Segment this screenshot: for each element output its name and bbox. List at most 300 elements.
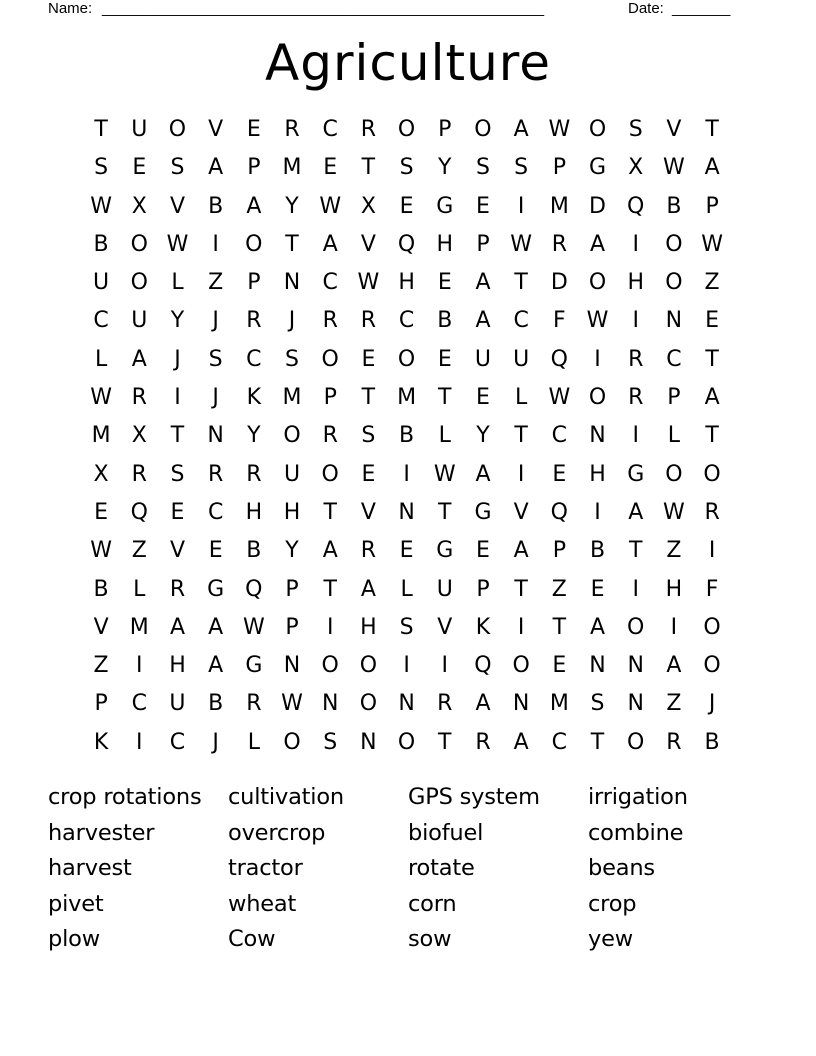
grid-letter: I (517, 193, 525, 219)
grid-letter: R (246, 308, 262, 334)
grid-letter: M (549, 691, 569, 717)
grid-letter: I (594, 499, 601, 525)
grid-letter: L (247, 729, 260, 755)
grid-letter: B (246, 538, 262, 564)
grid-letter: O (588, 117, 607, 142)
grid-letter: A (513, 538, 529, 564)
grid-letter: O (321, 653, 339, 679)
grid-letter: W (357, 270, 380, 296)
grid-letter: F (705, 576, 719, 602)
grid-letter: B (704, 729, 720, 755)
grid-letter: H (245, 499, 263, 525)
grid-letter: R (322, 308, 338, 334)
grid-letter: Z (93, 653, 109, 679)
grid-letter: L (438, 423, 451, 449)
date-label: Date: (628, 0, 664, 17)
grid-letter: W (586, 308, 609, 334)
grid-letter: O (397, 729, 416, 755)
grid-letter: L (94, 346, 108, 372)
grid-letter: Y (285, 538, 299, 564)
grid-letter: E (437, 346, 452, 372)
grid-letter: C (246, 346, 262, 372)
grid-letter: O (130, 231, 148, 257)
grid-letter: E (552, 653, 567, 679)
grid-letter: V (513, 499, 529, 525)
grid-letter: A (322, 538, 338, 564)
grid-letter: R (169, 576, 186, 602)
grid-letter: I (632, 231, 639, 257)
grid-letter: L (171, 270, 184, 296)
grid-letter: U (513, 346, 530, 372)
grid-letter: T (323, 499, 337, 525)
grid-letter: O (283, 423, 301, 449)
grid-letter: B (208, 691, 224, 717)
grid-letter: O (665, 461, 683, 487)
grid-letter: S (170, 155, 185, 181)
grid-letter: T (552, 614, 567, 640)
grid-letter: I (212, 231, 219, 257)
grid-letter: H (589, 461, 606, 487)
grid-letter: S (170, 461, 185, 487)
grid-letter: E (323, 155, 338, 181)
grid-letter: I (632, 308, 639, 334)
grid-letter: T (705, 423, 719, 449)
grid-letter: C (551, 423, 568, 449)
grid-letter: H (283, 499, 301, 525)
grid-letter: V (169, 538, 185, 564)
grid-letter: O (245, 231, 263, 257)
grid-letter: E (361, 461, 376, 487)
grid-letter: G (207, 576, 225, 602)
grid-letter: H (436, 231, 454, 257)
grid-letter: A (322, 231, 338, 257)
grid-letter: Z (131, 538, 147, 564)
grid-letter: H (627, 270, 644, 296)
grid-letter: T (285, 231, 299, 257)
grid-letter: O (321, 346, 339, 372)
word-bank (48, 779, 768, 957)
grid-letter: G (474, 499, 492, 525)
grid-letter: E (399, 538, 414, 564)
grid-letter: E (246, 117, 261, 142)
grid-letter: I (517, 461, 525, 487)
grid-letter: V (437, 614, 453, 640)
grid-letter: C (551, 729, 568, 755)
grid-letter: A (704, 385, 720, 411)
grid-letter: C (666, 346, 682, 372)
grid-letter: E (399, 193, 414, 219)
grid-letter: S (590, 691, 605, 717)
grid-letter: Y (438, 155, 452, 181)
grid-letter: S (628, 117, 643, 142)
grid-letter: B (437, 308, 453, 334)
grid-letter: V (93, 614, 109, 640)
grid-letter: R (131, 385, 147, 411)
grid-letter: C (513, 308, 529, 334)
grid-letter: W (319, 193, 342, 219)
grid-letter: P (247, 270, 261, 296)
grid-letter: W (90, 385, 112, 411)
grid-letter: E (705, 308, 720, 334)
grid-letter: T (438, 385, 452, 411)
grid-letter: Z (704, 270, 720, 296)
grid-letter: E (476, 538, 490, 564)
grid-letter: Q (397, 231, 416, 257)
grid-letter: A (590, 614, 606, 640)
grid-letter: F (553, 308, 566, 334)
grid-letter: S (399, 155, 414, 181)
grid-letter: P (438, 117, 452, 142)
grid-letter: W (548, 385, 571, 411)
grid-letter: A (169, 614, 185, 640)
grid-letter: W (701, 231, 723, 257)
grid-letter: P (323, 385, 337, 411)
grid-letter: U (169, 691, 186, 717)
grid-letter: T (590, 729, 605, 755)
grid-letter: J (708, 691, 716, 717)
grid-letter: O (588, 270, 607, 296)
grid-letter: X (131, 193, 147, 219)
word-bank-item: biofuel (408, 819, 484, 846)
grid-letter: R (666, 729, 682, 755)
grid-letter: P (94, 691, 108, 717)
grid-letter: N (665, 308, 683, 334)
grid-letter: U (436, 576, 453, 602)
grid-letter: V (208, 117, 224, 142)
grid-letter: T (361, 155, 376, 181)
grid-letter: P (552, 155, 566, 181)
grid-letter: H (398, 270, 415, 296)
grid-letter: W (166, 231, 189, 257)
grid-letter: I (174, 385, 181, 411)
grid-letter: U (283, 461, 301, 487)
grid-letter: R (628, 346, 644, 372)
grid-letter: O (665, 270, 683, 296)
grid-letter: B (93, 576, 109, 602)
grid-letter: T (705, 117, 719, 142)
grid-letter: C (398, 308, 415, 334)
grid-letter: A (208, 614, 224, 640)
grid-letter: I (670, 614, 678, 640)
grid-letter: A (628, 499, 644, 525)
word-bank-item: crop (588, 890, 637, 917)
grid-letter: I (632, 423, 639, 449)
grid-letter: P (285, 576, 299, 602)
word-bank-item: plow (48, 926, 100, 953)
grid-letter: Z (551, 576, 567, 602)
grid-letter: R (360, 308, 377, 334)
grid-letter: I (136, 729, 143, 755)
grid-letter: I (708, 538, 716, 564)
word-bank-item: yew (588, 926, 633, 953)
grid-letter: U (131, 308, 148, 334)
grid-letter: U (474, 346, 492, 372)
grid-letter: P (476, 576, 490, 602)
word-bank-item: corn (408, 890, 457, 917)
grid-letter: O (397, 117, 416, 142)
grid-letter: E (170, 499, 185, 525)
word-bank-item: rotate (408, 855, 475, 882)
grid-letter: Y (476, 423, 490, 449)
grid-letter: Q (550, 499, 568, 525)
grid-letter: T (438, 729, 452, 755)
grid-letter: J (212, 729, 219, 755)
grid-letter: G (436, 193, 454, 219)
header (48, 0, 748, 20)
grid-letter: T (94, 117, 108, 142)
word-bank-item: beans (588, 855, 655, 882)
grid-letter: N (398, 499, 415, 525)
grid-letter: N (512, 691, 530, 717)
name-label: Name: (48, 0, 93, 17)
word-bank-item: Cow (228, 926, 276, 953)
grid-letter: S (208, 346, 223, 372)
grid-letter: A (513, 729, 529, 755)
grid-letter: G (245, 653, 263, 679)
grid-letter: C (169, 729, 186, 755)
grid-letter: M (282, 385, 302, 411)
grid-letter: N (627, 653, 644, 679)
grid-letter: E (437, 270, 452, 296)
grid-letter: Q (550, 346, 568, 372)
grid-letter: T (514, 576, 528, 602)
grid-letter: Q (130, 499, 148, 525)
name-blank-line: _____________________________________________________ (102, 0, 545, 17)
grid-letter: I (403, 461, 410, 487)
date-blank-line: _______ (672, 0, 731, 17)
grid-letter: I (632, 576, 639, 602)
grid-letter: T (514, 270, 528, 296)
grid-letter: W (433, 461, 456, 487)
word-bank-item: wheat (228, 890, 297, 917)
grid-letter: B (208, 193, 224, 219)
grid-letter: G (589, 155, 607, 181)
grid-letter: S (94, 155, 109, 181)
word-bank-item: GPS system (408, 784, 540, 810)
grid-letter: V (169, 193, 185, 219)
grid-letter: S (323, 729, 338, 755)
grid-letter: S (514, 155, 529, 181)
word-bank-item: tractor (228, 855, 303, 882)
grid-letter: J (174, 346, 181, 372)
grid-letter: V (360, 499, 376, 525)
grid-letter: R (246, 461, 262, 487)
grid-letter: M (397, 385, 417, 411)
grid-letter: R (437, 691, 453, 717)
grid-letter: W (663, 155, 685, 181)
word-bank-item: crop rotations (48, 784, 202, 810)
grid-letter: I (403, 653, 410, 679)
grid-letter: O (359, 691, 378, 717)
grid-letter: B (93, 231, 109, 257)
grid-letter: B (666, 193, 682, 219)
grid-letter: W (90, 538, 112, 564)
grid-letter: T (705, 346, 719, 372)
grid-letter: O (665, 231, 683, 257)
grid-letter: C (93, 308, 109, 334)
grid-letter: E (132, 155, 147, 181)
grid-letter: I (594, 346, 601, 372)
grid-letter: Z (666, 691, 682, 717)
grid-letter: Q (474, 653, 492, 679)
grid-letter: Z (666, 538, 682, 564)
grid-letter: X (93, 461, 109, 487)
grid-letter: Q (245, 576, 263, 602)
grid-letter: T (628, 538, 643, 564)
grid-letter: A (590, 231, 606, 257)
grid-letter: Q (627, 193, 645, 219)
grid-letter: C (322, 117, 338, 142)
grid-letter: A (360, 576, 376, 602)
grid-letter: A (475, 308, 491, 334)
grid-letter: A (666, 653, 682, 679)
grid-letter: X (131, 423, 147, 449)
word-bank-item: harvester (48, 819, 155, 846)
word-bank-item: pivet (48, 890, 104, 917)
grid-letter: O (512, 653, 530, 679)
grid-letter: U (93, 270, 110, 296)
grid-letter: R (360, 117, 377, 142)
grid-letter: C (322, 270, 338, 296)
grid-letter: G (436, 538, 454, 564)
grid-letter: A (513, 117, 529, 142)
grid-letter: K (246, 385, 262, 411)
grid-letter: Y (247, 423, 261, 449)
grid-letter: S (475, 155, 490, 181)
grid-letter: O (168, 117, 187, 142)
word-bank-item: harvest (48, 855, 132, 882)
grid-letter: W (90, 193, 112, 219)
grid-letter: T (361, 385, 376, 411)
grid-letter: O (321, 461, 339, 487)
grid-letter: N (283, 653, 301, 679)
grid-letter: A (208, 653, 224, 679)
grid-letter: P (476, 231, 490, 257)
grid-letter: O (627, 729, 645, 755)
grid-letter: Z (208, 270, 224, 296)
grid-letter: T (170, 423, 185, 449)
grid-letter: L (400, 576, 413, 602)
grid-letter: E (476, 193, 490, 219)
grid-letter: R (551, 231, 567, 257)
grid-letter: I (517, 614, 525, 640)
grid-letter: I (441, 653, 449, 679)
page-title: Agriculture (265, 34, 551, 92)
grid-letter: O (397, 346, 416, 372)
grid-letter: W (510, 231, 533, 257)
grid-letter: S (399, 614, 414, 640)
grid-letter: M (549, 193, 569, 219)
grid-letter: O (703, 461, 721, 487)
grid-letter: T (438, 499, 452, 525)
grid-letter: D (550, 270, 568, 296)
grid-letter: J (288, 308, 296, 334)
grid-letter: L (667, 423, 681, 449)
word-bank-item: combine (588, 819, 684, 846)
grid-letter: M (91, 423, 111, 449)
grid-letter: P (667, 385, 681, 411)
grid-letter: K (475, 614, 491, 640)
grid-letter: O (703, 653, 721, 679)
grid-letter: N (360, 729, 377, 755)
grid-letter: N (207, 423, 224, 449)
grid-letter: R (475, 729, 491, 755)
grid-letter: O (474, 117, 492, 142)
grid-letter: E (476, 385, 490, 411)
grid-letter: A (131, 346, 147, 372)
grid-letter: R (131, 461, 147, 487)
grid-letter: R (284, 117, 300, 142)
grid-letter: O (359, 653, 378, 679)
grid-letter: N (627, 691, 644, 717)
grid-letter: H (169, 653, 186, 679)
grid-letter: R (628, 385, 644, 411)
word-bank-item: overcrop (228, 819, 326, 846)
grid-letter: W (548, 117, 571, 142)
grid-letter: N (589, 653, 606, 679)
grid-letter: L (515, 385, 528, 411)
grid-letter: W (242, 614, 265, 640)
grid-letter: Y (285, 193, 299, 219)
grid-letter: U (131, 117, 148, 142)
grid-letter: H (360, 614, 377, 640)
grid-letter: N (321, 691, 339, 717)
grid-letter: N (398, 691, 415, 717)
grid-letter: I (136, 653, 143, 679)
grid-letter: T (514, 423, 528, 449)
grid-letter: M (282, 155, 302, 181)
grid-letter: N (589, 423, 606, 449)
grid-letter: W (663, 499, 685, 525)
grid-letter: L (133, 576, 146, 602)
grid-letter: A (475, 270, 491, 296)
grid-letter: B (399, 423, 415, 449)
grid-letter: R (246, 691, 262, 717)
grid-letter: A (475, 691, 491, 717)
grid-letter: J (212, 308, 219, 334)
grid-letter: X (628, 155, 644, 181)
grid-letter: V (360, 231, 376, 257)
grid-letter: V (666, 117, 682, 142)
grid-letter: E (552, 461, 567, 487)
grid-letter: G (627, 461, 645, 487)
grid-letter: O (283, 729, 301, 755)
grid-letter: A (475, 461, 491, 487)
grid-letter: I (326, 614, 334, 640)
grid-letter: H (665, 576, 683, 602)
grid-letter: K (93, 729, 109, 755)
grid-letter: M (129, 614, 149, 640)
grid-letter: R (208, 461, 224, 487)
word-search-grid (82, 111, 732, 762)
grid-letter: R (360, 538, 377, 564)
grid-letter: X (360, 193, 376, 219)
grid-letter: O (703, 614, 721, 640)
grid-letter: A (704, 155, 720, 181)
grid-letter: R (704, 499, 720, 525)
grid-letter: J (212, 385, 219, 411)
word-bank-item: irrigation (588, 784, 688, 810)
grid-letter: D (589, 193, 606, 219)
grid-letter: W (281, 691, 303, 717)
grid-letter: O (627, 614, 645, 640)
grid-letter: Y (170, 308, 185, 334)
grid-letter: T (323, 576, 337, 602)
word-bank-item: cultivation (228, 784, 344, 810)
grid-letter: E (590, 576, 605, 602)
grid-letter: S (285, 346, 300, 372)
grid-letter: P (705, 193, 719, 219)
